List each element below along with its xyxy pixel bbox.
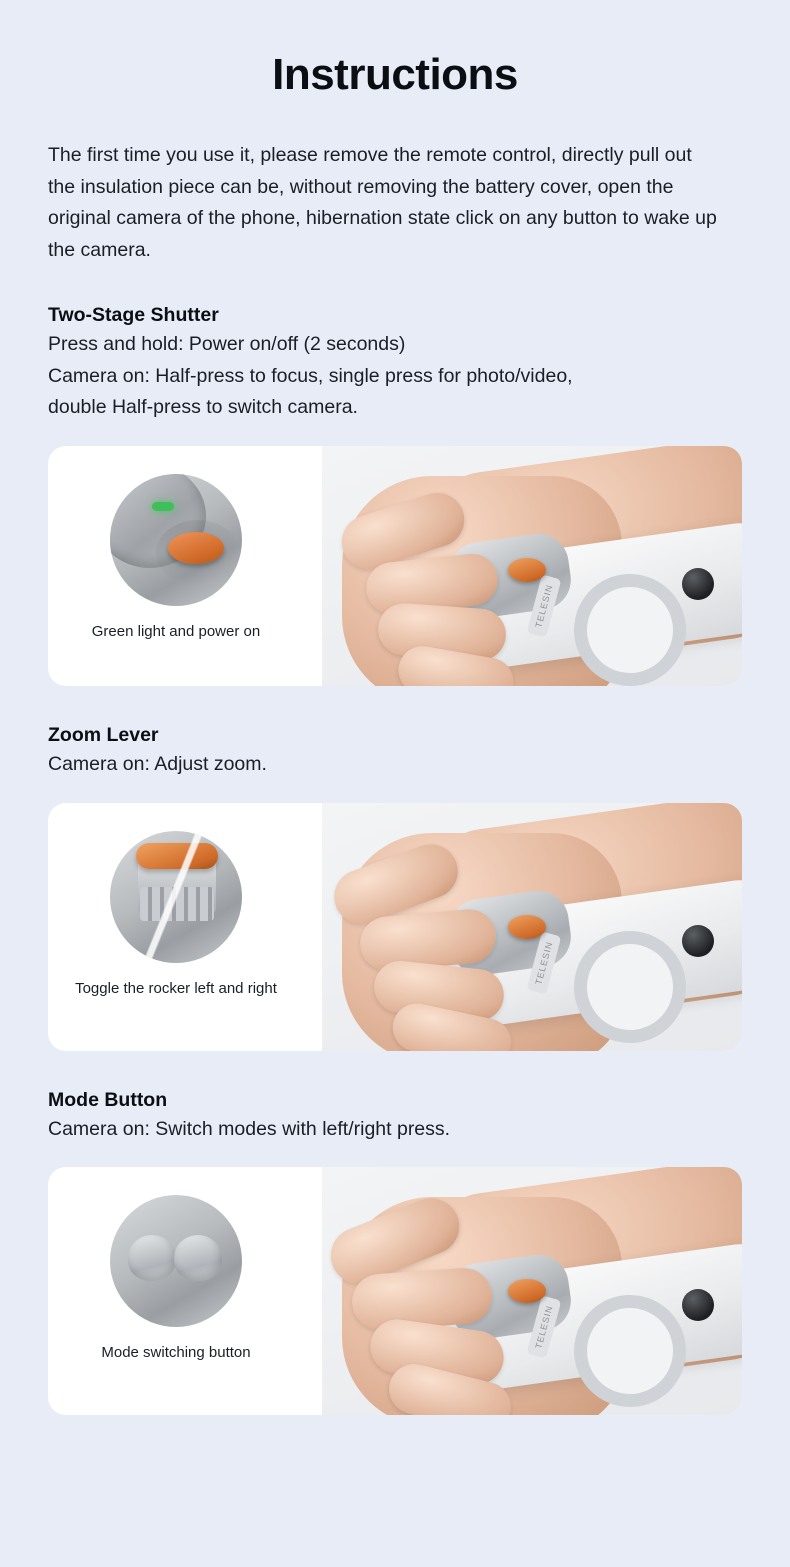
section-line: Camera on: Half-press to focus, single press for photo/video, — [48, 364, 573, 387]
detail-caption: Mode switching button — [101, 1344, 251, 1362]
product-photo-zoom — [322, 803, 742, 1051]
remote-lens — [682, 568, 714, 600]
section-heading: Zoom Lever — [48, 724, 159, 747]
illustration-card-shutter — [48, 446, 742, 686]
brand-label: TELESIN — [527, 1296, 562, 1359]
remote-orange-button — [508, 915, 546, 939]
brand-label: TELESIN — [527, 931, 562, 994]
illustration-card-zoom — [48, 803, 742, 1051]
remote-lens — [682, 1289, 714, 1321]
section-line: double Half-press to switch camera. — [48, 396, 358, 419]
remote-lens — [682, 925, 714, 957]
detail-shutter — [91, 474, 261, 642]
product-photo-mode — [322, 1167, 742, 1415]
product-photo-shutter — [322, 446, 742, 686]
section-heading: Mode Button — [48, 1088, 168, 1111]
shutter-button-orange — [168, 532, 224, 564]
page-title: Instructions — [272, 50, 518, 99]
intro-paragraph: The first time you use it, please remove the remote control, directly pull out the insulation piece can be, without removing the battery cover, open the original camera of the phone, hibernation state click on any button to wake up the camera. — [48, 144, 717, 261]
section-line: Camera on: Adjust zoom. — [48, 753, 267, 776]
mode-button-left — [128, 1235, 176, 1281]
green-led-indicator — [152, 502, 174, 511]
mode-button-closeup-icon — [110, 1195, 242, 1327]
illustration-card-mode — [48, 1167, 742, 1415]
detail-caption: Green light and power on — [91, 623, 261, 641]
section-heading: Two-Stage Shutter — [48, 304, 219, 327]
detail-zoom — [75, 831, 277, 999]
zoom-lever-closeup-icon — [110, 831, 242, 963]
brand-label: TELESIN — [527, 574, 562, 637]
remote-orange-button — [508, 558, 546, 582]
section-zoom-lever — [48, 724, 742, 1051]
section-line: Camera on: Switch modes with left/right press. — [48, 1117, 451, 1140]
detail-mode — [101, 1195, 251, 1363]
detail-caption: Toggle the rocker left and right — [75, 979, 277, 997]
section-mode-button — [48, 1089, 742, 1416]
shutter-closeup-icon — [110, 474, 242, 606]
section-line: Press and hold: Power on/off (2 seconds) — [48, 333, 406, 356]
section-two-stage-shutter — [48, 304, 742, 686]
mode-button-right — [174, 1235, 222, 1281]
